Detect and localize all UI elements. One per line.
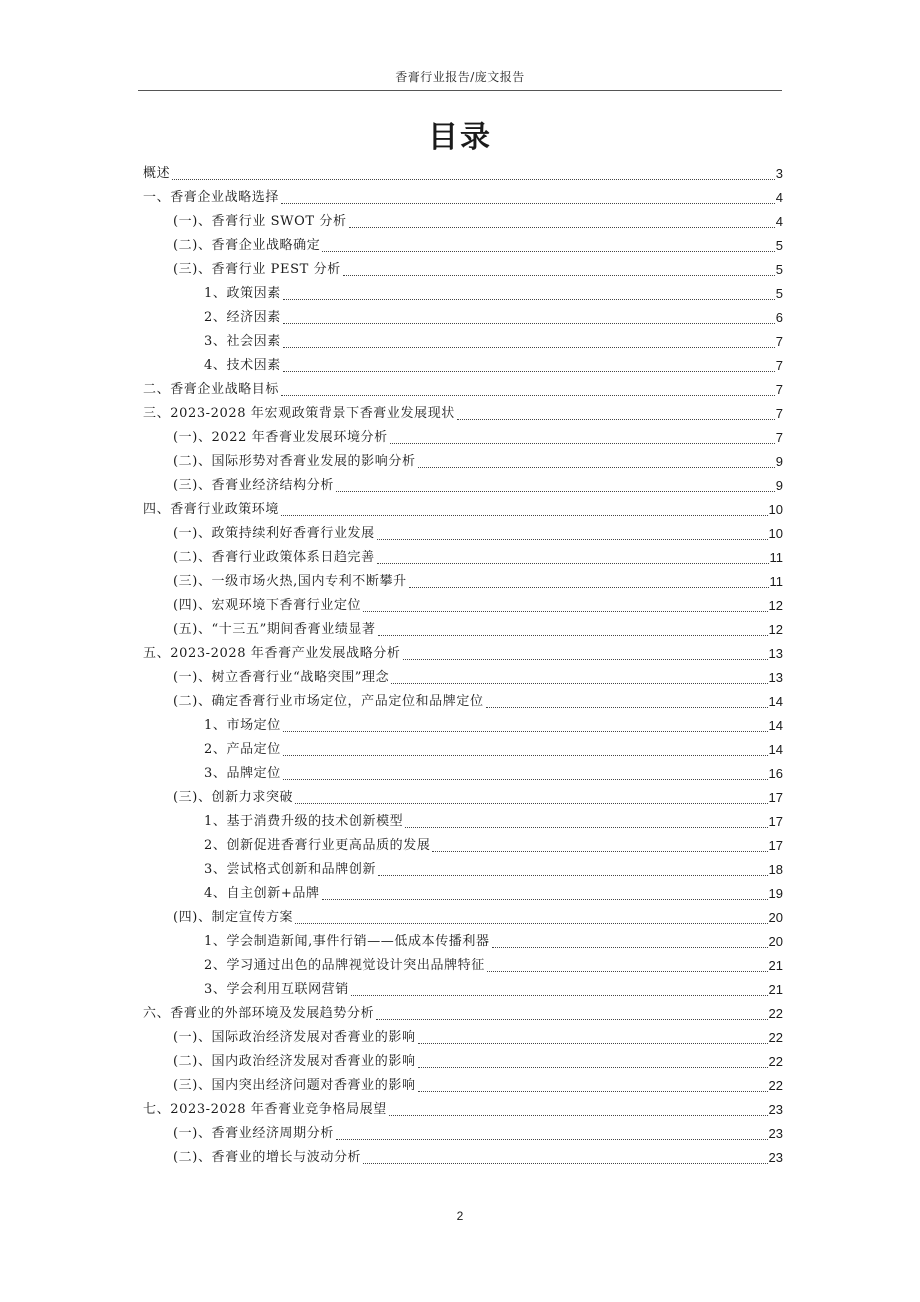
toc-dot-leader	[457, 409, 775, 420]
toc-dot-leader	[363, 1153, 767, 1164]
toc-dot-leader	[281, 505, 768, 516]
toc-entry-page: 11	[769, 550, 783, 565]
toc-entry-page: 19	[768, 886, 783, 901]
toc-dot-leader	[283, 745, 768, 756]
toc-entry-page: 23	[768, 1102, 783, 1117]
toc-entry[interactable]	[143, 233, 783, 257]
toc-entry-title: 1、政策因素	[204, 286, 281, 301]
toc-entry-page: 18	[768, 862, 783, 877]
toc-entry-title: 3、社会因素	[204, 334, 281, 349]
toc-entry-page: 6	[775, 310, 783, 325]
toc-entry-title: (二)、香膏企业战略确定	[173, 238, 321, 253]
toc-entry-title: (三)、创新力求突破	[173, 790, 294, 805]
toc-entry[interactable]	[143, 185, 783, 209]
toc-entry[interactable]	[143, 857, 783, 881]
toc-entry-title: (四)、宏观环境下香膏行业定位	[173, 598, 362, 613]
toc-entry-page: 7	[775, 382, 783, 397]
toc-entry-page: 22	[768, 1054, 783, 1069]
toc-entry[interactable]	[143, 665, 783, 689]
toc-dot-leader	[492, 937, 768, 948]
toc-entry-title: (二)、国内政治经济发展对香膏业的影响	[173, 1054, 416, 1069]
toc-entry-title: 1、市场定位	[204, 718, 281, 733]
toc-dot-leader	[363, 601, 767, 612]
toc-entry-title: 二、香膏企业战略目标	[143, 382, 280, 397]
toc-entry-page: 9	[775, 454, 783, 469]
toc-entry[interactable]	[143, 257, 783, 281]
toc-entry[interactable]	[143, 809, 783, 833]
toc-entry-page: 10	[768, 502, 783, 517]
toc-entry[interactable]	[143, 761, 783, 785]
toc-dot-leader	[487, 961, 768, 972]
toc-entry[interactable]	[143, 569, 783, 593]
toc-dot-leader	[418, 1081, 768, 1092]
toc-entry-title: (五)、“十三五”期间香膏业绩显著	[173, 622, 376, 637]
toc-dot-leader	[283, 337, 775, 348]
toc-dot-leader	[336, 481, 775, 492]
toc-entry[interactable]	[143, 617, 783, 641]
page-header: 香膏行业报告/庞文报告	[395, 70, 525, 84]
toc-entry-title: 4、技术因素	[204, 358, 281, 373]
toc-entry[interactable]	[143, 521, 783, 545]
toc-dot-leader	[378, 625, 768, 636]
toc-entry-title: 概述	[143, 166, 171, 181]
toc-entry-page: 5	[775, 262, 783, 277]
toc-dot-leader	[405, 817, 767, 828]
toc-entry[interactable]	[143, 1049, 783, 1073]
toc-entry-title: 2、学习通过出色的品牌视觉设计突出品牌特征	[204, 958, 485, 973]
toc-entry-page: 12	[768, 598, 783, 613]
toc-entry[interactable]	[143, 353, 783, 377]
toc-entry-title: (二)、香膏行业政策体系日趋完善	[173, 550, 375, 565]
toc-entry-page: 17	[768, 814, 783, 829]
page-number: 2	[456, 1209, 464, 1223]
toc-entry-title: 一、香膏企业战略选择	[143, 190, 280, 205]
toc-dot-leader	[486, 697, 768, 708]
toc-entry-page: 7	[775, 406, 783, 421]
toc-entry-page: 10	[768, 526, 783, 541]
toc-dot-leader	[322, 241, 774, 252]
toc-entry-page: 7	[775, 334, 783, 349]
toc-entry-page: 5	[775, 286, 783, 301]
toc-dot-leader	[418, 1057, 768, 1068]
toc-entry[interactable]	[143, 401, 783, 425]
toc-entry-page: 7	[775, 430, 783, 445]
toc-entry-title: 3、品牌定位	[204, 766, 281, 781]
toc-entry[interactable]	[143, 689, 783, 713]
toc-entry[interactable]	[143, 545, 783, 569]
toc-entry[interactable]	[143, 905, 783, 929]
toc-entry[interactable]	[143, 833, 783, 857]
toc-entry-title: (三)、香膏业经济结构分析	[173, 478, 334, 493]
toc-entry-title: (三)、香膏行业 PEST 分析	[173, 262, 341, 277]
toc-dot-leader	[418, 1033, 768, 1044]
toc-dot-leader	[283, 289, 775, 300]
toc-entry[interactable]	[143, 737, 783, 761]
toc-dot-leader	[403, 649, 768, 660]
toc-dot-leader	[391, 673, 767, 684]
toc-entry-title: 1、基于消费升级的技术创新模型	[204, 814, 404, 829]
toc-entry-page: 22	[768, 1006, 783, 1021]
toc-dot-leader	[349, 217, 775, 228]
toc-dot-leader	[283, 721, 768, 732]
toc-entry-page: 17	[768, 790, 783, 805]
toc-entry-title: 四、香膏行业政策环境	[143, 502, 280, 517]
toc-entry-page: 14	[768, 718, 783, 733]
toc-entry-title: 3、尝试格式创新和品牌创新	[204, 862, 377, 877]
toc-entry[interactable]	[143, 641, 783, 665]
toc-entry-title: (二)、国际形势对香膏业发展的影响分析	[173, 454, 416, 469]
toc-dot-leader	[283, 313, 775, 324]
toc-entry-page: 12	[768, 622, 783, 637]
toc-entry-page: 20	[768, 934, 783, 949]
toc-entry-page: 13	[768, 670, 783, 685]
toc-entry-page: 11	[769, 574, 783, 589]
toc-entry[interactable]	[143, 1073, 783, 1097]
toc-entry-title: 2、创新促进香膏行业更高品质的发展	[204, 838, 431, 853]
toc-dot-leader	[377, 529, 768, 540]
toc-entry[interactable]	[143, 1025, 783, 1049]
toc-dot-leader	[283, 769, 768, 780]
toc-entry-page: 3	[775, 166, 783, 181]
toc-entry[interactable]	[143, 425, 783, 449]
toc-entry[interactable]	[143, 281, 783, 305]
toc-dot-leader	[295, 793, 767, 804]
toc-entry-title: (一)、香膏行业 SWOT 分析	[173, 214, 347, 229]
toc-entry-title: (一)、香膏业经济周期分析	[173, 1126, 334, 1141]
toc-entry-title: 4、自主创新+品牌	[204, 886, 320, 901]
toc-entry-title: 七、2023-2028 年香膏业竞争格局展望	[143, 1102, 387, 1117]
toc-entry[interactable]	[143, 785, 783, 809]
toc-entry-page: 16	[768, 766, 783, 781]
toc-entry[interactable]	[143, 713, 783, 737]
toc-entry-title: (一)、政策持续利好香膏行业发展	[173, 526, 375, 541]
toc-entry[interactable]	[143, 953, 783, 977]
toc-entry-title: 2、产品定位	[204, 742, 281, 757]
toc-entry-page: 17	[768, 838, 783, 853]
toc-entry-title: (一)、国际政治经济发展对香膏业的影响	[173, 1030, 416, 1045]
toc-entry-title: 2、经济因素	[204, 310, 281, 325]
toc-dot-leader	[295, 913, 767, 924]
toc-entry-page: 22	[768, 1078, 783, 1093]
toc-dot-leader	[281, 385, 775, 396]
toc-dot-leader	[432, 841, 767, 852]
toc-entry-title: 六、香膏业的外部环境及发展趋势分析	[143, 1006, 375, 1021]
toc-entry[interactable]	[143, 1145, 783, 1169]
toc-entry-title: 三、2023-2028 年宏观政策背景下香膏业发展现状	[143, 406, 455, 421]
toc-entry-page: 5	[775, 238, 783, 253]
page-title: 目录	[428, 120, 492, 155]
toc-entry[interactable]	[143, 593, 783, 617]
table-of-contents	[143, 161, 783, 1169]
toc-entry-page: 23	[768, 1126, 783, 1141]
header-rule	[138, 90, 782, 91]
toc-entry-page: 4	[775, 190, 783, 205]
toc-entry-page: 4	[775, 214, 783, 229]
toc-entry[interactable]	[143, 449, 783, 473]
toc-entry-page: 23	[768, 1150, 783, 1165]
toc-entry-title: (三)、国内突出经济问题对香膏业的影响	[173, 1078, 416, 1093]
toc-dot-leader	[418, 457, 775, 468]
toc-entry-page: 14	[768, 694, 783, 709]
toc-entry-title: 3、学会利用互联网营销	[204, 982, 349, 997]
toc-entry-title: 五、2023-2028 年香膏产业发展战略分析	[143, 646, 401, 661]
toc-entry-title: (三)、一级市场火热,国内专利不断攀升	[173, 574, 407, 589]
toc-dot-leader	[390, 433, 775, 444]
toc-entry-page: 21	[768, 982, 783, 997]
toc-entry-page: 9	[775, 478, 783, 493]
toc-entry-title: (四)、制定宣传方案	[173, 910, 294, 925]
toc-entry[interactable]	[143, 881, 783, 905]
toc-entry-title: (二)、确定香膏行业市场定位，产品定位和品牌定位	[173, 694, 484, 709]
toc-dot-leader	[336, 1129, 768, 1140]
toc-dot-leader	[343, 265, 775, 276]
toc-entry[interactable]	[143, 473, 783, 497]
toc-entry-title: (二)、香膏业的增长与波动分析	[173, 1150, 362, 1165]
toc-entry[interactable]	[143, 209, 783, 233]
toc-dot-leader	[378, 865, 767, 876]
toc-entry-title: 1、学会制造新闻,事件行销——低成本传播利器	[204, 934, 490, 949]
toc-entry-title: (一)、树立香膏行业“战略突围”理念	[173, 670, 390, 685]
toc-entry[interactable]	[143, 497, 783, 521]
toc-entry-title: (一)、2022 年香膏业发展环境分析	[173, 430, 388, 445]
toc-dot-leader	[351, 985, 768, 996]
toc-entry[interactable]	[143, 1001, 783, 1025]
toc-dot-leader	[376, 1009, 767, 1020]
toc-dot-leader	[283, 361, 775, 372]
toc-entry[interactable]	[143, 161, 783, 185]
toc-entry[interactable]	[143, 977, 783, 1001]
toc-dot-leader	[172, 169, 775, 180]
toc-entry-page: 14	[768, 742, 783, 757]
toc-dot-leader	[322, 889, 768, 900]
toc-entry-page: 13	[768, 646, 783, 661]
toc-dot-leader	[377, 553, 769, 564]
toc-entry[interactable]	[143, 929, 783, 953]
toc-entry[interactable]	[143, 1097, 783, 1121]
toc-entry[interactable]	[143, 329, 783, 353]
toc-dot-leader	[409, 577, 769, 588]
toc-dot-leader	[389, 1105, 768, 1116]
toc-entry[interactable]	[143, 305, 783, 329]
toc-dot-leader	[281, 193, 775, 204]
toc-entry-page: 7	[775, 358, 783, 373]
toc-entry[interactable]	[143, 1121, 783, 1145]
toc-entry[interactable]	[143, 377, 783, 401]
toc-entry-page: 22	[768, 1030, 783, 1045]
toc-entry-page: 21	[768, 958, 783, 973]
toc-entry-page: 20	[768, 910, 783, 925]
